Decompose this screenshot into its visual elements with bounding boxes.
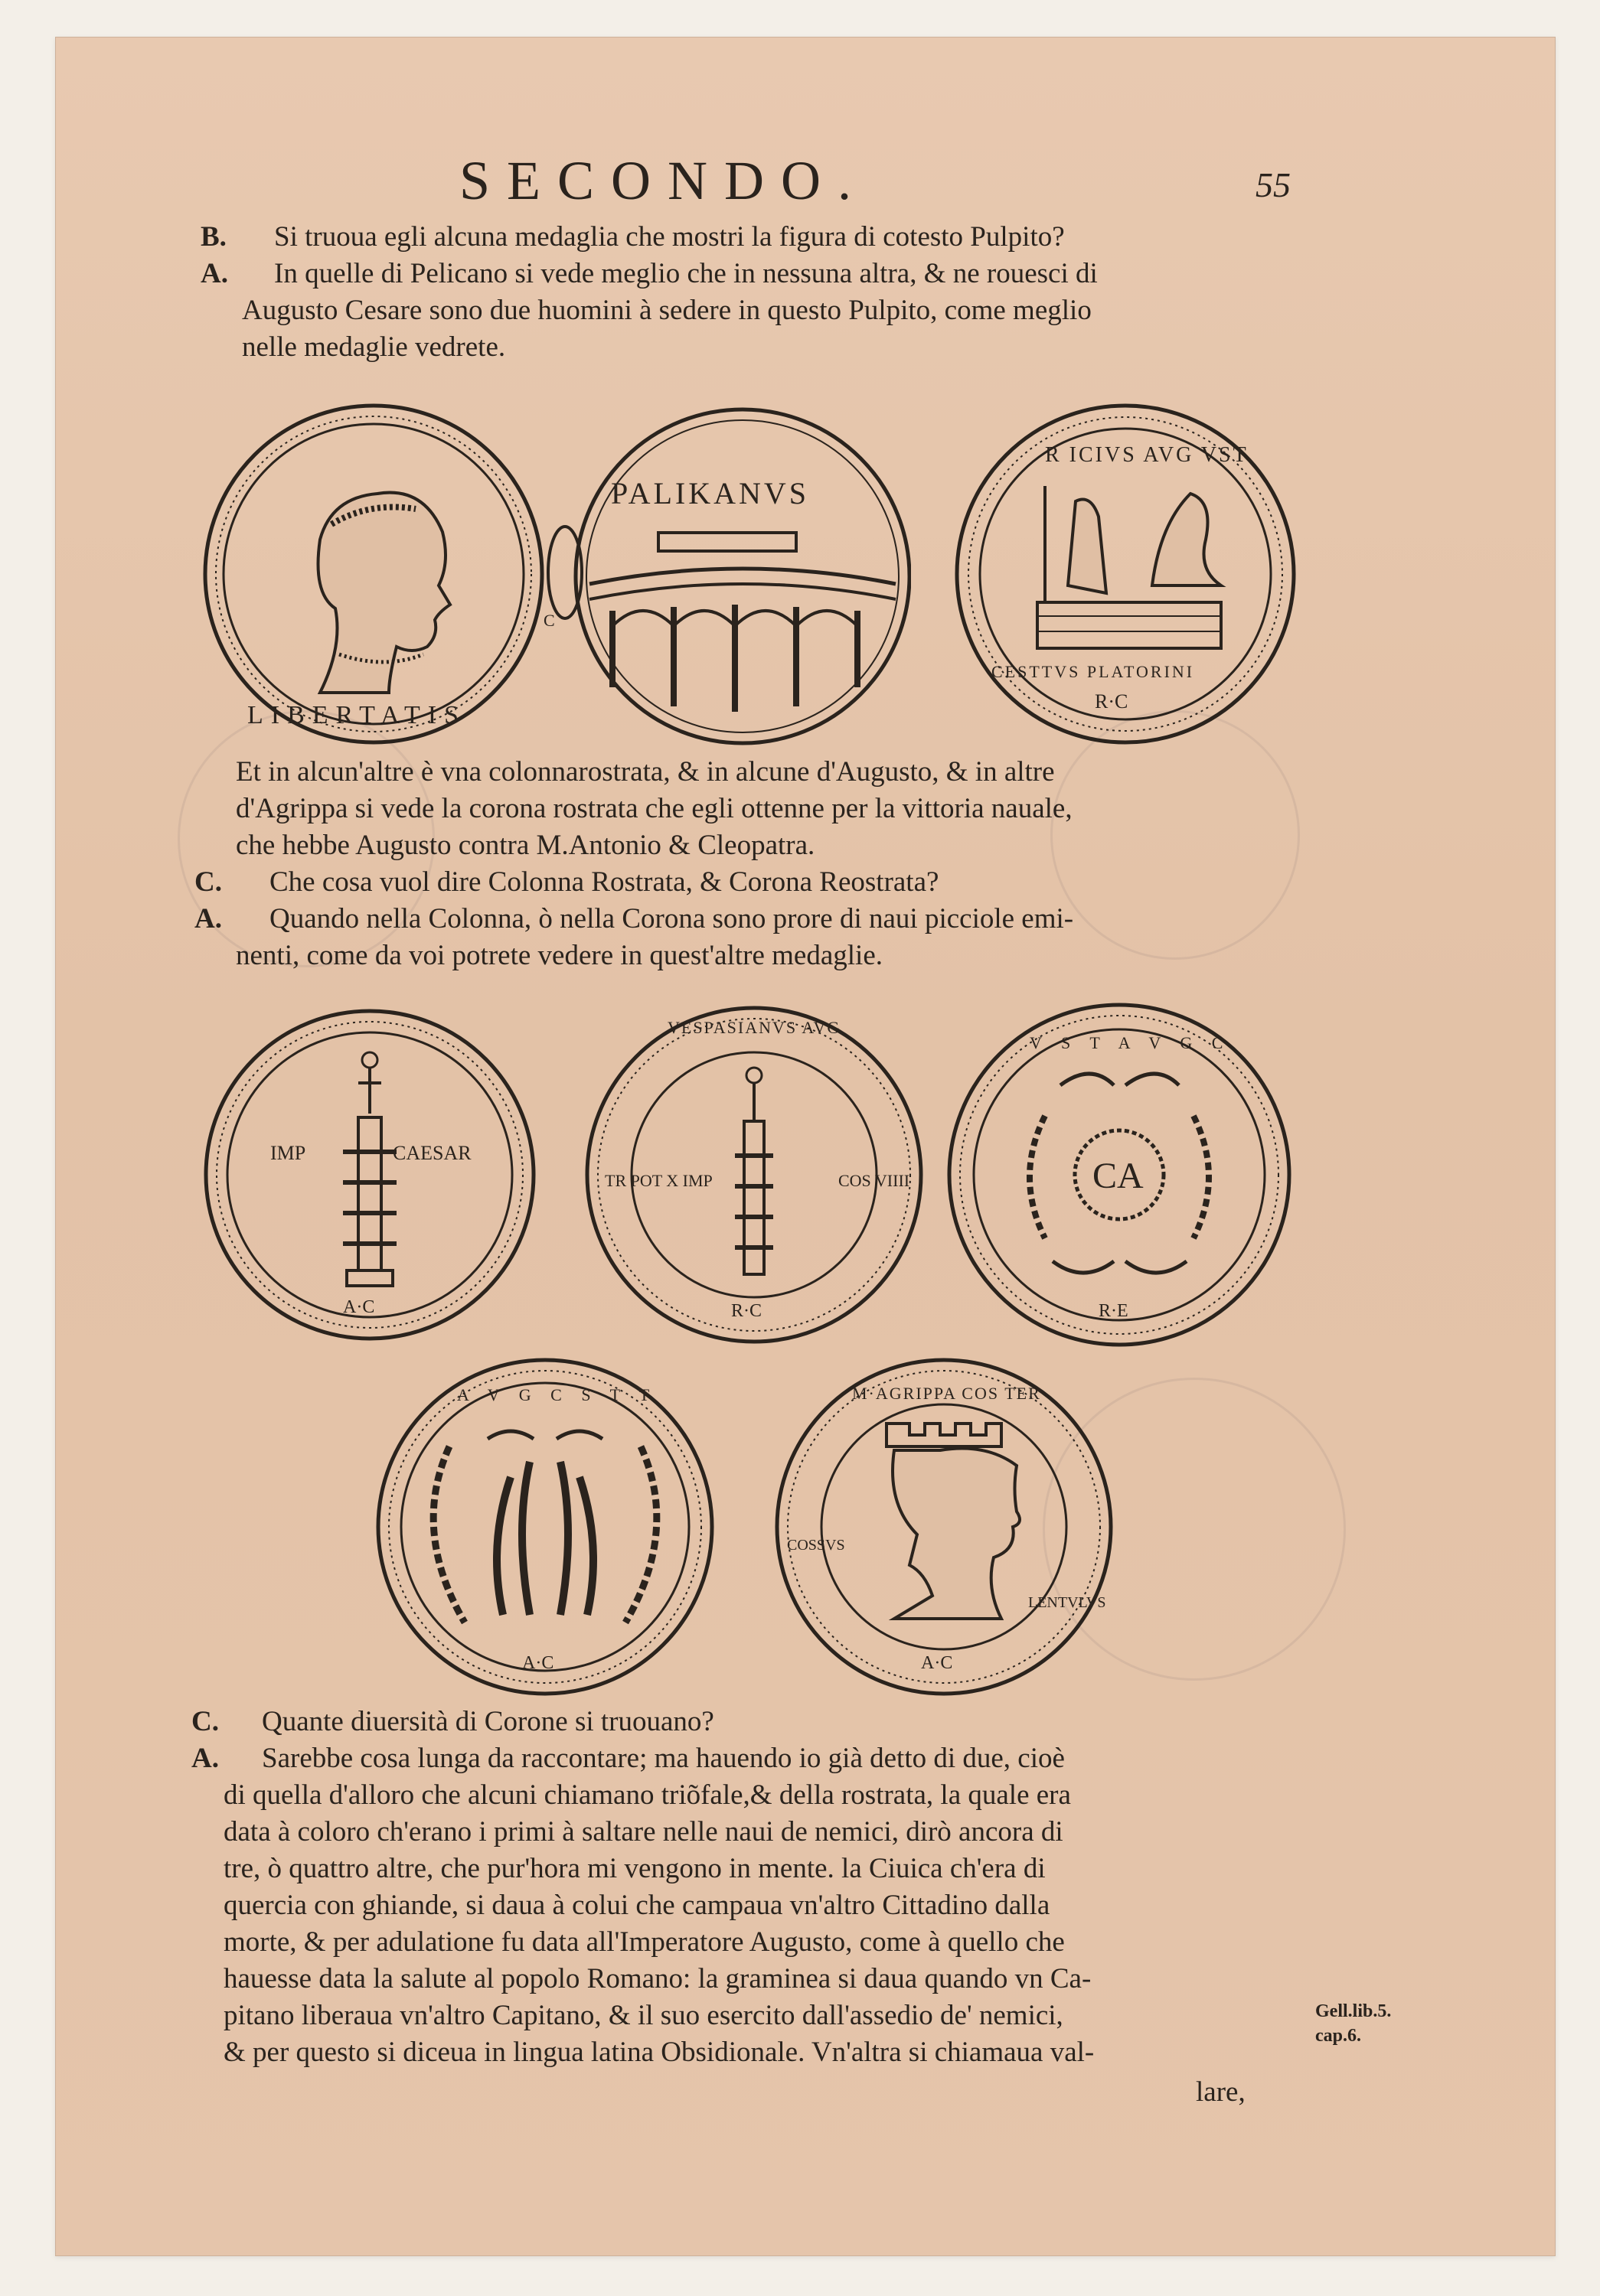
coin-exergue: A·C (921, 1653, 953, 1673)
coin-exergue: R·E (1099, 1301, 1128, 1321)
coin-legend: PALIKANVS (611, 476, 810, 510)
speaker-marker: C. (194, 866, 222, 898)
line-text: Quando nella Colonna, ò nella Corona sono prore di naui picciole emi- (269, 903, 1074, 934)
coin-rostra-drawing (373, 1355, 717, 1699)
line-text: d'Agrippa si vede la corona rostrata che egli ottenne per la vittoria nauale, (236, 793, 1073, 824)
coin-legend-left: IMP (270, 1142, 306, 1164)
coin-legend-right: COS VIIII (838, 1171, 910, 1190)
coin-exergue: R·C (731, 1301, 762, 1321)
coin-legend-top: R ICIVS AVG VST (1045, 443, 1249, 467)
line-text: morte, & per adulatione fu data all'Imperatore Augusto, come à quello che (224, 1926, 1065, 1958)
line-text: tre, ò quattro altre, che pur'hora mi vengono in mente. la Ciuica ch'era di (224, 1853, 1046, 1884)
line-text: Et in alcun'altre è vna colonnarostrata, & in alcune d'Augusto, & in altre (236, 756, 1055, 788)
speaker-marker: A. (191, 1743, 219, 1774)
coin-mark: C (544, 611, 555, 630)
coin-exergue: R·C (1095, 690, 1128, 713)
margin-note-line: Gell.lib.5. (1315, 2001, 1392, 2021)
coin-corona-ca (945, 1001, 1294, 1349)
coin-column-imp-drawing (201, 1006, 538, 1343)
margin-note-line: cap.6. (1315, 2026, 1361, 2046)
coin-legend-right: LENTVLVS (1028, 1594, 1106, 1611)
line-text: Sarebbe cosa lunga da raccontare; ma hauendo io già detto di due, cioè (262, 1743, 1065, 1774)
coin-augustus-pulpit-drawing (953, 402, 1298, 746)
margin-note (1315, 1999, 1391, 2048)
line-text: che hebbe Augusto contra M.Antonio & Cleopatra. (236, 830, 815, 861)
line-text: Che cosa vuol dire Colonna Rostrata, & Corona Reostrata? (269, 866, 939, 898)
page-number: 55 (1256, 165, 1291, 204)
coin-column-vespasian (582, 1003, 926, 1347)
coin-legend: LIBERTATIS (247, 701, 467, 729)
speaker-marker: A. (194, 903, 222, 934)
coin-legend-top: VESPASIANVS AVG (668, 1018, 841, 1037)
coin-corona-ca-drawing (945, 1001, 1294, 1349)
coin-libertatis-drawing (201, 402, 546, 746)
coin-agrippa (772, 1355, 1116, 1699)
line-text: hauesse data la salute al popolo Romano: la graminea si daua quando vn Ca- (224, 1963, 1092, 1994)
coin-legend-right: CAESAR (393, 1142, 472, 1164)
coin-legend-left: TR POT X IMP (605, 1171, 713, 1190)
coin-legend: V S T A V G C (1030, 1033, 1231, 1052)
speaker-marker: A. (201, 258, 228, 289)
page-heading: SECONDO. (459, 150, 869, 211)
speaker-marker: B. (201, 221, 227, 253)
coin-palikanus (544, 396, 911, 756)
line-text: pitano liberaua vn'altro Capitano, & il suo esercito dall'assedio de' nemici, (224, 2000, 1063, 2031)
coin-legend-left: COSSVS (787, 1537, 845, 1554)
coin-rostra (373, 1355, 717, 1699)
line-text: Augusto Cesare sono due huomini à sedere in questo Pulpito, come meglio (242, 295, 1092, 326)
coin-column-vespasian-drawing (582, 1003, 926, 1347)
line-text: data à coloro ch'erano i primi à saltare nelle naui de nemici, dirò ancora di (224, 1816, 1063, 1848)
coin-column-imp (201, 1006, 538, 1343)
coin-palikanus-drawing (544, 396, 911, 756)
coin-agrippa-drawing (772, 1355, 1116, 1699)
bleed-through-circle (1050, 710, 1300, 960)
speaker-marker: C. (191, 1706, 219, 1737)
coin-legend-side: CESTTVS PLATORINI (991, 662, 1195, 681)
coin-legend: A V G C S T T (457, 1385, 658, 1404)
coin-libertatis (201, 402, 546, 746)
coin-augustus-pulpit (953, 402, 1298, 746)
catchword: lare, (1196, 2076, 1246, 2108)
coin-center-letters: CA (1092, 1156, 1144, 1196)
line-text: di quella d'alloro che alcuni chiamano triõfale,& della rostrata, la quale era (224, 1779, 1071, 1811)
line-text: quercia con ghiande, si daua à colui che campaua vn'altro Cittadino dalla (224, 1890, 1050, 1921)
line-text: & per questo si diceua in lingua latina Obsidionale. Vn'altra si chiamaua val- (224, 2037, 1095, 2068)
line-text: Quante diuersità di Corone si truouano? (262, 1706, 714, 1737)
line-text: In quelle di Pelicano si vede meglio che in nessuna altra, & ne rouesci di (274, 258, 1098, 289)
line-text: nelle medaglie vedrete. (242, 331, 506, 363)
coin-legend: M·AGRIPPA COS TER (852, 1384, 1041, 1403)
coin-exergue: A·C (343, 1297, 375, 1317)
line-text: Si truoua egli alcuna medaglia che mostri la figura di cotesto Pulpito? (274, 221, 1065, 253)
coin-exergue: A·C (522, 1653, 554, 1673)
line-text: nenti, come da voi potrete vedere in quest'altre medaglie. (236, 940, 883, 971)
